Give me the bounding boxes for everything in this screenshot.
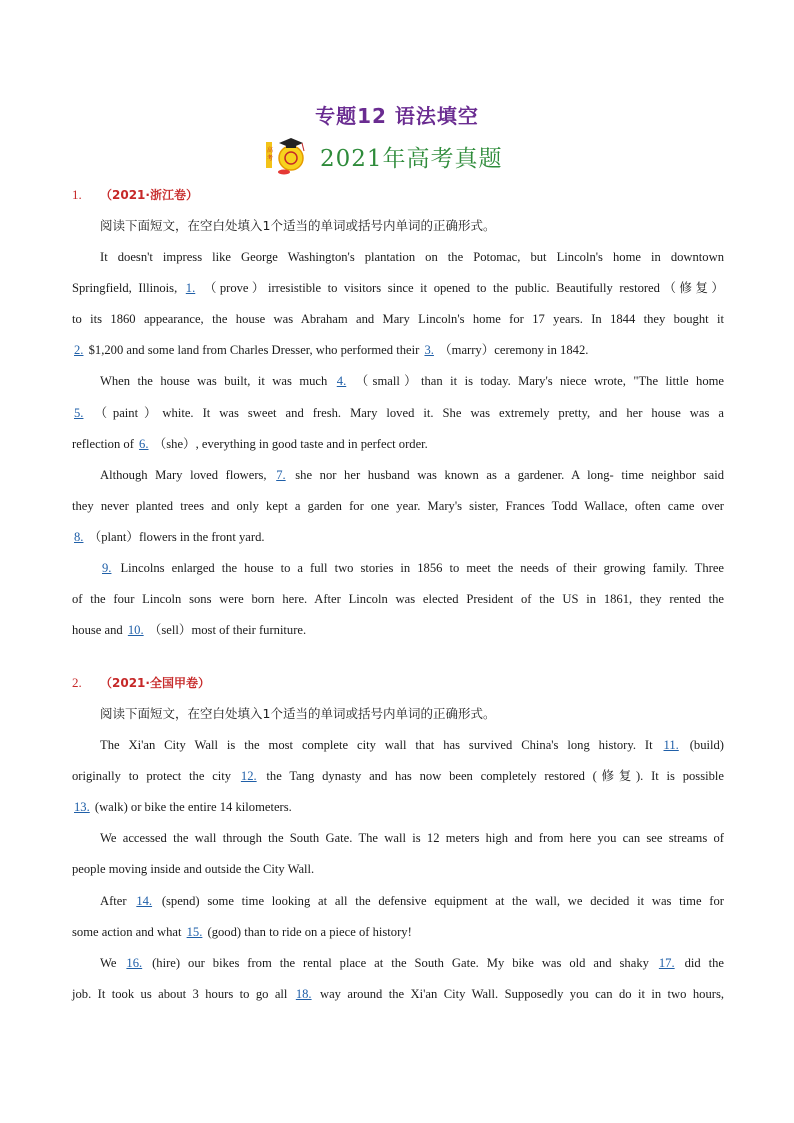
passage-text: of the four Lincoln sons were born here. After Lincoln was elected President of the US in 1861, they rented the [72, 592, 724, 607]
instruction: 阅读下面短文，在空白处填入1个适当的单词或括号内单词的正确形式。 [100, 706, 496, 721]
question-number: 1. [72, 187, 82, 202]
svg-text:高: 高 [267, 147, 274, 154]
passage-text: When the house was built, it was much [100, 374, 335, 389]
passage-text: they never planted trees and only kept a garden for one year. Mary's sister, Frances Todd Wallace, often came over [72, 498, 724, 513]
answer-blank[interactable]: 8. [74, 529, 84, 544]
passage-text: It doesn't impress like George Washington's plantation on the Potomac, but Lincoln's home in downtown [100, 250, 724, 264]
passage-text: （sell）most of their furniture. [145, 623, 307, 638]
passage-text: （paint）white. It was sweet and fresh. Mary loved it. She was extremely pretty, and her house was a [85, 405, 724, 420]
passage-text: she nor her husband was known as a gardener. A long- time neighbor said [287, 467, 724, 482]
answer-blank[interactable]: 17. [658, 955, 675, 970]
passage-line [72, 799, 724, 815]
passage-line [72, 436, 724, 452]
answer-blank[interactable]: 1. [185, 281, 196, 296]
passage-line [100, 560, 724, 576]
passage-text: job. It took us about 3 hours to go all [72, 986, 294, 1001]
passage-text: (hire) our bikes from the rental place at the South Gate. My bike was old and shaky [144, 955, 657, 970]
banner-title: 2021年高考真题 [320, 145, 503, 172]
question-1-header [72, 186, 198, 203]
passage-line [100, 373, 724, 389]
passage-text: the Tang dynasty and has now been completely restored (修复). It is possible [258, 769, 724, 784]
passage-line [72, 986, 724, 1002]
answer-blank[interactable]: 5. [74, 405, 84, 420]
page-title: 专题12 语法填空 [315, 104, 479, 128]
passage-line [72, 342, 724, 358]
passage-text: people moving inside and outside the City Wall. [72, 862, 315, 877]
question-2-header [72, 674, 210, 691]
passage-line [72, 529, 724, 545]
passage-text: （marry）ceremony in 1842. [435, 343, 589, 358]
passage-line [100, 955, 724, 971]
passage-line [72, 768, 724, 784]
passage-text: reflection of [72, 436, 138, 451]
passage-text: We [100, 955, 125, 970]
passage-text: some action and what [72, 924, 185, 939]
answer-blank[interactable]: 14. [136, 893, 153, 908]
passage-line [72, 280, 724, 296]
banner [266, 136, 503, 176]
question-source: （2021·全国甲卷） [100, 676, 210, 690]
passage-text: （prove）irresistible to visitors since it opened to the public. Beautifully restored（修复） [197, 281, 724, 296]
answer-blank[interactable]: 15. [186, 924, 203, 939]
passage-text: Springfield, Illinois, [72, 281, 184, 296]
passage-text: $1,200 and some land from Charles Dresser, who performed their [85, 343, 423, 358]
passage-text: (spend) some time looking at all the defensive equipment at the wall, we decided it was time for [154, 893, 724, 908]
passage-line [72, 591, 724, 607]
answer-blank[interactable]: 3. [424, 343, 434, 358]
passage-text: (good) than to ride on a piece of history! [204, 924, 412, 939]
question-source: （2021·浙江卷） [100, 188, 198, 202]
passage-text: The Xi'an City Wall is the most complete city wall that has survived China's long history. It [100, 738, 662, 752]
instruction: 阅读下面短文，在空白处填入1个适当的单词或括号内单词的正确形式。 [100, 218, 496, 233]
answer-blank[interactable]: 16. [126, 955, 143, 970]
passage-line [100, 830, 724, 846]
passage-text: Lincolns enlarged the house to a full two stories in 1856 to meet the needs of their growing family. Three [113, 561, 724, 575]
answer-blank[interactable]: 7. [276, 467, 286, 482]
passage-text: （small）than it is today. Mary's niece wrote, "The little home [348, 374, 724, 389]
passage-text: We accessed the wall through the South Gate. The wall is 12 meters high and from here you can see streams of [100, 831, 724, 846]
passage-text: to its 1860 appearance, the house was Abraham and Mary Lincoln's home for 17 years. In 1844 they bought it [72, 312, 724, 327]
passage-line [72, 622, 724, 638]
passage-text: After [100, 893, 135, 908]
answer-blank[interactable]: 12. [240, 769, 257, 784]
passage-line [72, 405, 724, 421]
answer-blank[interactable]: 18. [295, 986, 312, 1001]
question-number: 2. [72, 675, 82, 690]
answer-blank[interactable]: 6. [139, 436, 149, 451]
svg-text:考: 考 [267, 155, 274, 162]
passage-line [72, 498, 724, 514]
passage-line [100, 467, 724, 483]
passage-text: way around the Xi'an City Wall. Supposedly you can do it in two hours, [313, 986, 724, 1001]
passage-line [100, 249, 724, 265]
passage-line [72, 861, 724, 877]
passage-text: originally to protect the city [72, 769, 239, 784]
passage-line [72, 924, 724, 940]
answer-blank[interactable]: 9. [102, 561, 112, 575]
passage-text: (build) [680, 738, 724, 752]
passage-text: house and [72, 623, 126, 638]
passage-text: （she）, everything in good taste and in perfect order. [150, 436, 428, 451]
answer-blank[interactable]: 2. [74, 343, 84, 358]
answer-blank[interactable]: 13. [74, 800, 90, 815]
answer-blank[interactable]: 4. [336, 374, 347, 389]
passage-line [72, 311, 724, 327]
passage-text: (walk) or bike the entire 14 kilometers. [91, 800, 292, 815]
passage-line [100, 893, 724, 909]
answer-blank[interactable]: 11. [663, 738, 679, 752]
passage-text: （plant）flowers in the front yard. [85, 529, 265, 544]
passage-text: Although Mary loved flowers, [100, 467, 275, 482]
passage-text: did the [676, 955, 724, 970]
scholar-logo-icon [266, 136, 310, 176]
passage-line [100, 737, 724, 753]
answer-blank[interactable]: 10. [127, 623, 144, 638]
